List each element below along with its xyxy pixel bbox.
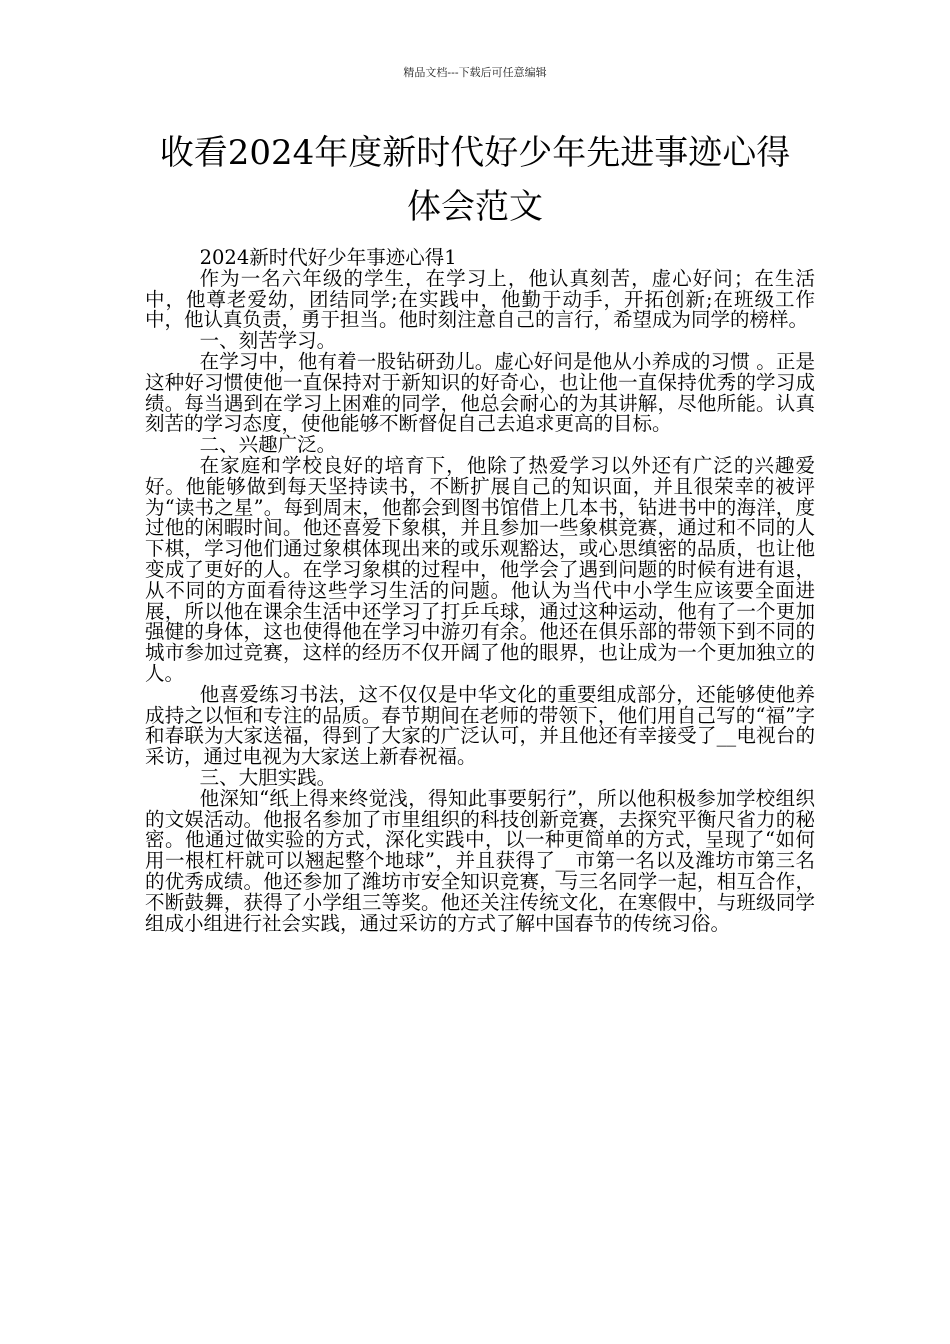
section-subtitle: 2024新时代好少年事迹心得1	[199, 246, 457, 269]
document-title	[100, 126, 850, 234]
document-body	[145, 248, 815, 934]
title-line-1: 收看2024年度新时代好少年先进事迹心得	[159, 133, 791, 173]
paragraph-intro: 作为一名六年级的学生，在学习上，他认真刻苦，虚心好问；在生活中，他尊老爱幼，团结同学;在实践中，他勤于动手，开拓创新;在班级工作中，他认真负责，勇于担当。他时刻注意自己的言行，希望成为同学的榜样。	[145, 266, 815, 332]
paragraph-study: 在学习中，他有着一股钻研劲儿。虚心好问是他从小养成的习惯 。正是这种好习惯使他一直保持对于新知识的好奇心，也让他一直保持优秀的学习成绩。每当遇到在学习上困难的同学，他总会耐心的为其讲解，尽他所能。认真刻苦的学习态度，使他能够不断督促自己去追求更高的目标。	[145, 349, 815, 436]
heading-study: 一、刻苦学习。	[199, 329, 337, 353]
title-line-2: 体会范文	[407, 187, 543, 227]
heading-interests: 二、兴趣广泛。	[199, 433, 337, 457]
paragraph-calligraphy: 他喜爱练习书法，这不仅仅是中华文化的重要组成部分，还能够使他养成持之以恒和专注的品质。春节期间在老师的带领下，他们用自己写的“福”字和春联为大家送福，得到了大家的广泛认可，并且他还有幸接受了__电视台的采访，通过电视为大家送上新春祝福。	[145, 682, 815, 769]
paragraph-practice: 他深知“纸上得来终觉浅，得知此事要躬行”，所以他积极参加学校组织的文娱活动。他报名参加了市里组织的科技创新竞赛，去探究平衡尺省力的秘密。他通过做实验的方式，深化实践中，以一种更简单的方式，呈现了“如何用一根杠杆就可以翘起整个地球”，并且获得了__市第一名以及潍坊市第三名的优秀成绩。他还参加了潍坊市安全知识竞赛，与三名同学一起，相互合作，不断鼓舞，获得了小学组三等奖。他还关注传统文化，在寒假中，与班级同学组成小组进行社会实践，通过采访的方式了解中国春节的传统习俗。	[145, 786, 815, 935]
document-header-note: 精品文档---下载后可任意编辑	[403, 66, 547, 79]
paragraph-interests: 在家庭和学校良好的培育下，他除了热爱学习以外还有广泛的兴趣爱好。他能够做到每天坚持读书，不断扩展自己的知识面，并且很荣幸的被评为“读书之星”。每到周末，他都会到图书馆借上几本书，钻进书中的海洋，度过他的闲暇时间。他还喜爱下象棋，并且参加一些象棋竞赛，通过和不同的人下棋，学习他们通过象棋体现出来的或乐观豁达，或心思缜密的品质，也让他变成了更好的人。在学习象棋的过程中，他学会了遇到问题的时候有进有退，从不同的方面看待这些学习生活的问题。他认为当代中小学生应该要全面进展，所以他在课余生活中还学习了打乒乓球，通过这种运动，他有了一个更加强健的身体，这也使得他在学习中游刃有余。他还在俱乐部的带领下到不同的城市参加过竞赛，这样的经历不仅开阔了他的眼界，也让成为一个更加独立的人。	[145, 453, 815, 685]
heading-practice: 三、大胆实践。	[199, 765, 337, 789]
